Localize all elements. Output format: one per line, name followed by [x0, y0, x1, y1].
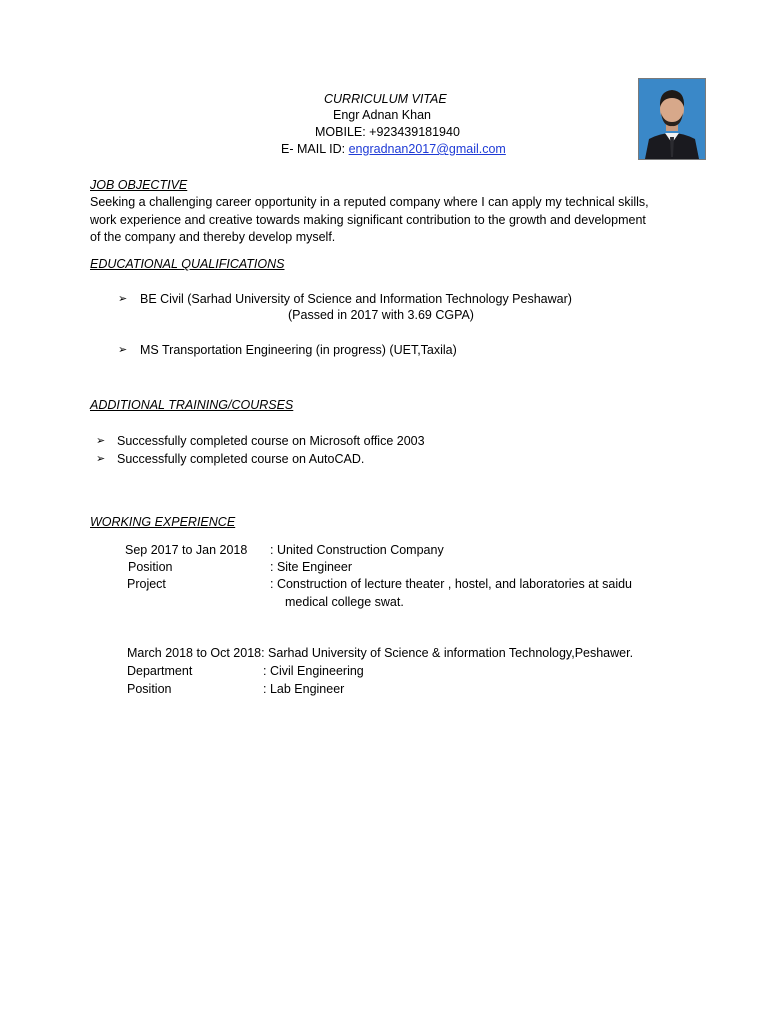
profile-photo: [638, 78, 706, 160]
email-link[interactable]: engradnan2017@gmail.com: [348, 142, 506, 156]
arrow-bullet-icon: ➢: [96, 453, 106, 465]
candidate-name: Engr Adnan Khan: [333, 108, 431, 122]
job1-company: : United Construction Company: [270, 543, 444, 557]
profile-photo-image: [639, 79, 705, 159]
mobile-number: MOBILE: +923439181940: [315, 125, 460, 139]
job1-position: : Site Engineer: [270, 560, 352, 574]
job-objective-heading: JOB OBJECTIVE: [90, 178, 188, 192]
email-line: [281, 140, 506, 158]
arrow-bullet-icon: ➢: [96, 435, 106, 447]
training-item-2: Successfully completed course on AutoCAD.: [117, 452, 365, 466]
job1-project-cont: medical college swat.: [285, 595, 404, 609]
objective-line-2: work experience and creative towards making significant contribution to the growth and development: [90, 213, 646, 227]
education-heading: EDUCATIONAL QUALIFICATIONS: [90, 257, 285, 271]
job2-department-label: Department: [127, 664, 193, 678]
training-heading: ADDITIONAL TRAINING/COURSES: [90, 398, 294, 412]
job1-period: Sep 2017 to Jan 2018: [125, 543, 248, 557]
cv-title: CURRICULUM VITAE: [324, 92, 447, 106]
education-item-1: BE Civil (Sarhad University of Science and Information Technology Peshawar): [140, 292, 572, 306]
job1-project: : Construction of lecture theater , hostel, and laboratories at saidu: [270, 577, 633, 591]
job2-position: : Lab Engineer: [263, 682, 345, 696]
job1-position-label: Position: [128, 560, 173, 574]
training-item-1: Successfully completed course on Microsoft office 2003: [117, 434, 425, 448]
arrow-bullet-icon: ➢: [118, 293, 128, 305]
job2-position-label: Position: [127, 682, 172, 696]
experience-heading: WORKING EXPERIENCE: [90, 515, 236, 529]
education-item-2: MS Transportation Engineering (in progress) (UET,Taxila): [140, 343, 457, 357]
job1-project-label: Project: [127, 577, 166, 591]
objective-line-3: of the company and thereby develop myself.: [90, 230, 336, 244]
job2-period-company: March 2018 to Oct 2018: Sarhad University of Science & information Technology,Peshawer.: [127, 646, 634, 660]
job2-department: : Civil Engineering: [263, 664, 364, 678]
arrow-bullet-icon: ➢: [118, 344, 128, 356]
education-item-1-detail: (Passed in 2017 with 3.69 CGPA): [288, 308, 474, 322]
objective-line-1: Seeking a challenging career opportunity in a reputed company where I can apply my technical skills,: [90, 195, 649, 209]
email-label: E- MAIL ID:: [281, 142, 349, 156]
